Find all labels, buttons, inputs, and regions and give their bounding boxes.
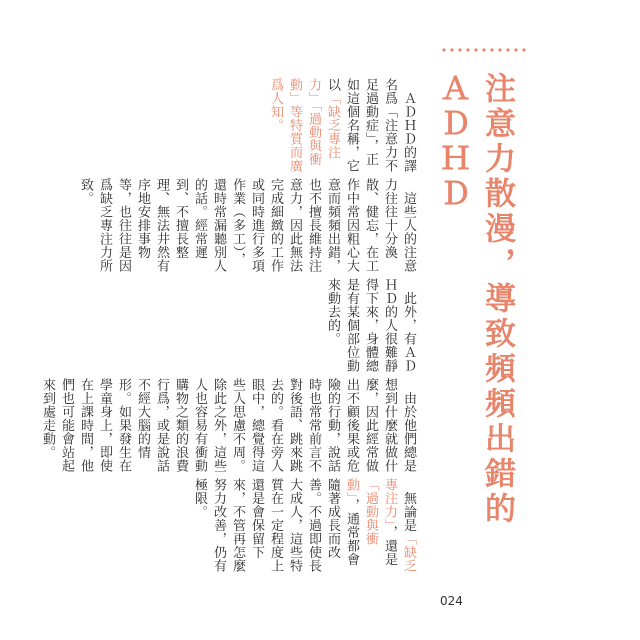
body-text — [38, 78, 418, 578]
paragraph-1: 這些人的注意力往往十分渙散、健忘，在工作中常因粗心大意而頻頻出錯，也不擅長維持注意力，因此無法完成細緻的工作或同時進行多項作業（多工），還時常漏聽別人的話。經常遲到、不擅長整理、無法井然有序地安排事物等，也往往是因爲缺乏專注力所致。 — [78, 178, 416, 273]
paragraph-4 — [38, 478, 418, 578]
paragraph-3: 由於他們總是想到什麼就做什麼，因此經常做出不顧後果或危險的行動，說話時也常常前言不對後語、跳來跳去的。看在旁人眼中，總覺得這些人思慮不周。除此之外，這些人也容易有衝動購物之類的浪費行爲，或是說話不經大腦的情形。如果發生在學童身上，即使在上課時間，他們也可能會站起來到處走動。 — [40, 378, 416, 473]
decorative-dots — [440, 48, 526, 52]
page-number: 024 — [440, 594, 463, 608]
last-text-3: ，通常都會隨著成長而改善。不過即使長大成人，這些特質在一定程度上還是會保留下來，不管再怎麼努力改善，仍有極限。 — [192, 478, 359, 573]
intro-paragraph — [38, 78, 418, 178]
page-title: 注意力散漫，導致頻頻出錯的ＡＤＨＤ — [434, 72, 515, 527]
last-highlight-2: 「過動與衝動」 — [344, 478, 378, 546]
last-highlight-1: 「缺乏專注力」 — [382, 478, 416, 573]
intro-text: ＡＤＨＤ的譯名爲「注意力不足過動症」，正如這個名稱，它以 — [325, 78, 416, 173]
last-text-1: 無論是 — [401, 478, 416, 532]
last-text-2: ，還是 — [382, 525, 397, 566]
intro-highlight: 「缺乏專注力」「過動與衝動」等特質而廣爲人知。 — [268, 78, 340, 173]
paragraph-2: 此外，有ＡＤＨＤ的人很難靜得下來，身體總是有某個部位動來動去的。 — [325, 278, 416, 373]
